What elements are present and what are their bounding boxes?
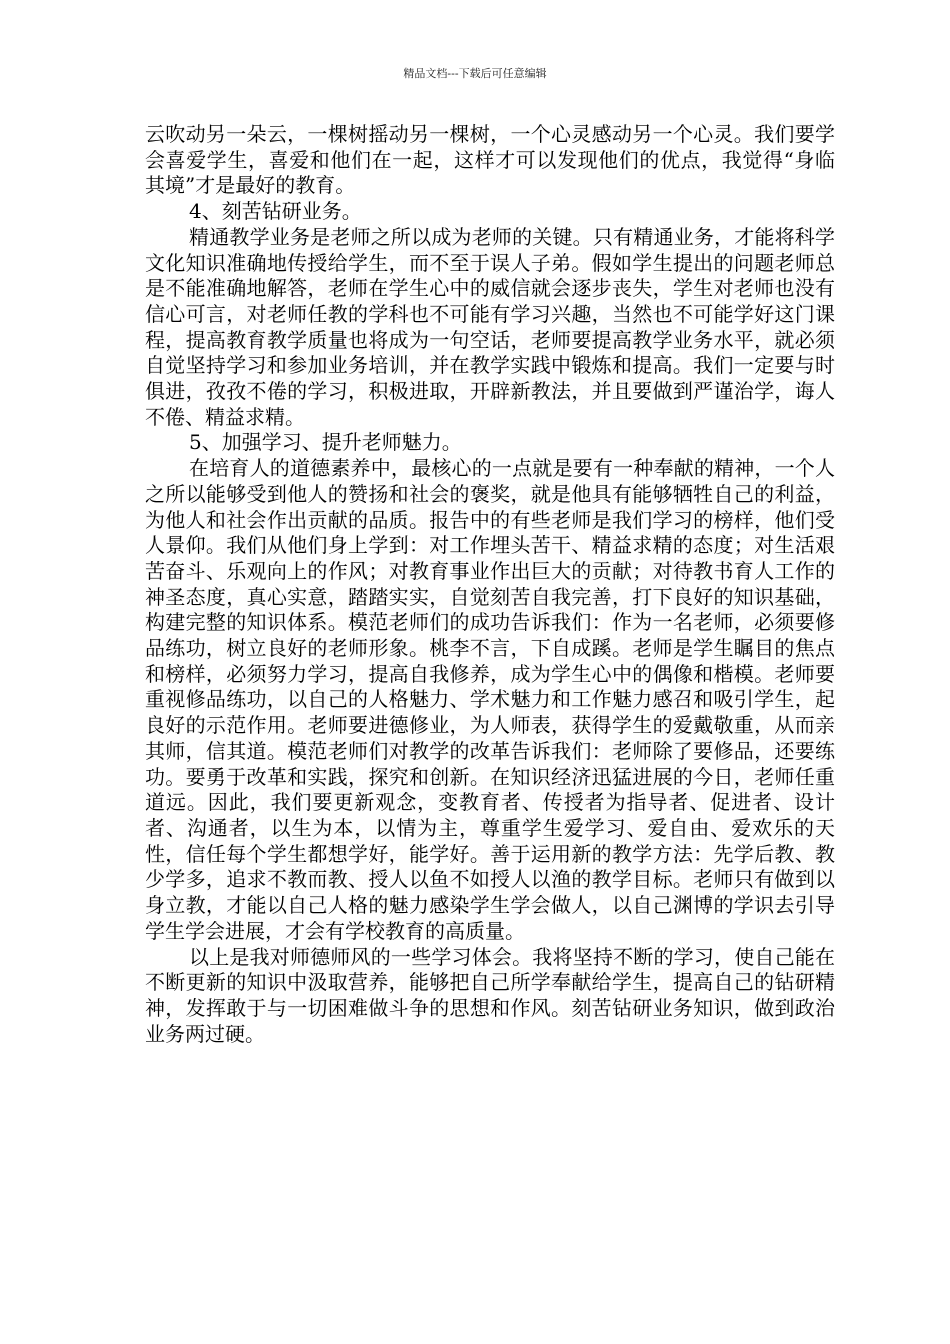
paragraph-conclusion: 以上是我对师德师风的一些学习体会。我将坚持不断的学习，使自己能在不断更新的知识中汲取营养，能够把自己所学奉献给学生，提高自己的钻研精神，发挥敢于与一切困难做斗争的思想和作风。刻苦钻研业务知识，做到政治业务两过硬。 [145, 944, 835, 1046]
section-heading-5: 5、加强学习、提升老师魅力。 [189, 430, 462, 455]
page-header: 精品文档---下载后可任意编辑 [403, 67, 547, 80]
paragraph-teacher-charm: 在培育人的道德素养中，最核心的一点就是要有一种奉献的精神，一个人之所以能够受到他人的赞扬和社会的褒奖，就是他具有能够牺牲自己的利益，为他人和社会作出贡献的品质。报告中的有些老师是我们学习的榜样，他们受人景仰。我们从他们身上学到：对工作埋头苦干、精益求精的态度；对生活艰苦奋斗、乐观向上的作风；对教育事业作出巨大的贡献；对待教书育人工作的神圣态度，真心实意，踏踏实实，自觉刻苦自我完善，打下良好的知识基础，构建完整的知识体系。模范老师们的成功告诉我们：作为一名老师，必须要修品练功，树立良好的老师形象。桃李不言，下自成蹊。老师是学生瞩目的焦点和榜样，必须努力学习，提高自我修养，成为学生心中的偶像和楷模。老师要重视修品练功，以自己的人格魅力、学术魅力和工作魅力感召和吸引学生，起良好的示范作用。老师要进德修业，为人师表，获得学生的爱戴敬重，从而亲其师，信其道。模范老师们对教学的改革告诉我们：老师除了要修品，还要练功。要勇于改革和实践，探究和创新。在知识经济迅猛进展的今日，老师任重道远。因此，我们要更新观念，变教育者、传授者为指导者、促进者、设计者、沟通者，以生为本，以情为主，尊重学生爱学习、爱自由、爱欢乐的天性，信任每个学生都想学好，能学好。善于运用新的教学方法：先学后教、教少学多，追求不教而教、授人以鱼不如授人以渔的教学目标。老师只有做到以身立教，才能以自己人格的魅力感染学生学会做人，以自己渊博的学识去引导学生学会进展，才会有学校教育的高质量。 [145, 456, 835, 943]
paragraph-business-skills: 精通教学业务是老师之所以成为老师的关键。只有精通业务，才能将科学文化知识准确地传授给学生，而不至于误人子弟。假如学生提出的问题老师总是不能准确地解答，老师在学生心中的威信就会逐步丧失，学生对老师也没有信心可言，对老师任教的学科也不可能有学习兴趣，当然也不可能学好这门课程，提高教育教学质量也将成为一句空话，老师要提高教学业务水平，就必须自觉坚持学习和参加业务培训，并在教学实践中锻炼和提高。我们一定要与时俱进，孜孜不倦的学习，积极进取，开辟新教法，并且要做到严谨治学，诲人不倦、精益求精。 [145, 224, 835, 429]
paragraph-continuation: 云吹动另一朵云，一棵树摇动另一棵树，一个心灵感动另一个心灵。我们要学会喜爱学生，喜爱和他们在一起，这样才可以发现他们的优点，我觉得“身临其境”才是最好的教育。 [145, 122, 835, 198]
document-body [145, 122, 835, 1047]
section-heading-4: 4、刻苦钻研业务。 [189, 199, 362, 224]
